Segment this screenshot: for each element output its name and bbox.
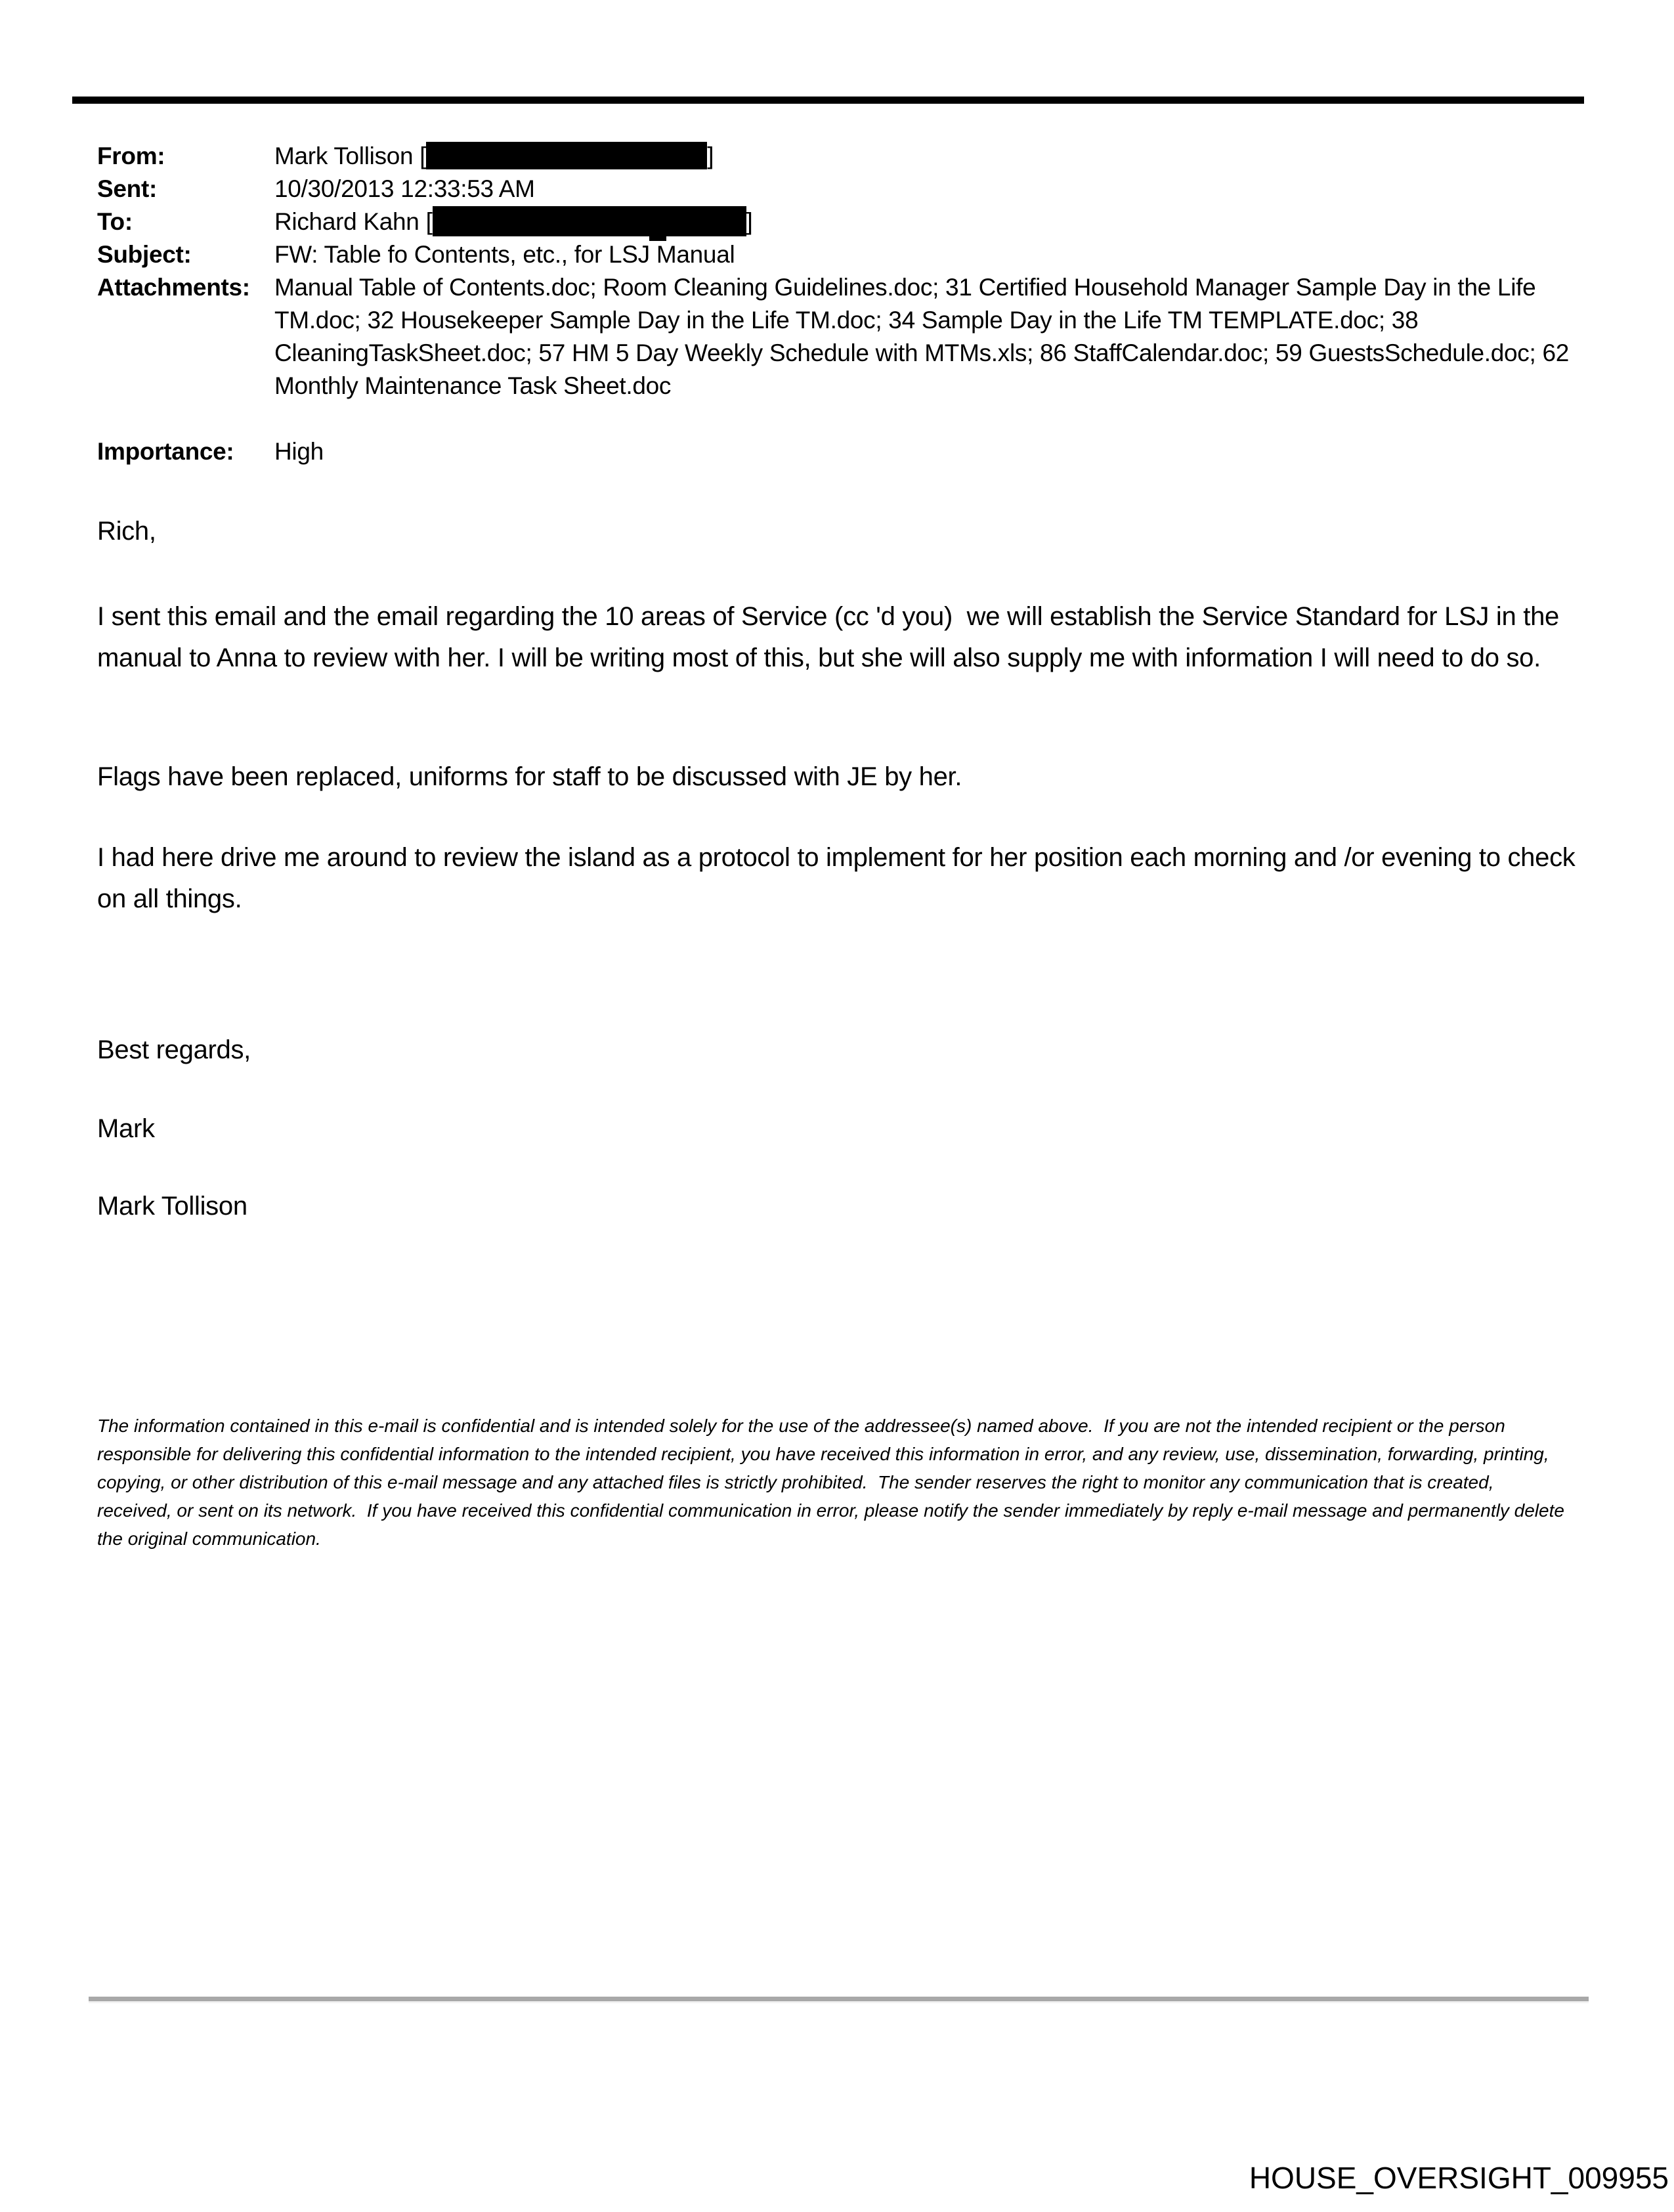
from-label: From: — [97, 142, 165, 169]
to-recipient-name: Richard Kahn [ — [274, 208, 433, 235]
sent-label: Sent: — [97, 175, 158, 202]
from-row — [97, 140, 1607, 173]
from-redaction-bar — [426, 142, 707, 169]
subject-label: Subject: — [97, 241, 192, 268]
importance-value: High — [274, 438, 324, 465]
signature-full-name: Mark Tollison — [97, 1192, 247, 1221]
email-header — [97, 140, 1607, 402]
header-divider-bar — [72, 97, 1584, 104]
importance-row — [97, 435, 1607, 468]
confidentiality-disclaimer: The information contained in this e-mail is confidential and is intended solely for the use of the addressee(s) named above. If you are not the intended recipient or the person responsible for delivering this confidential information to the intended recipient, you have received this information in error, and any review, use, dissemination, forwarding, printing, copying, or other distribution of this e-mail message and any attached files is strictly prohibited. The sender reserves the right to monitor any communication that is created, received, or sent on its network. If you have received this confidential communication in error, please notify the sender immediately by reply e-mail message and permanently delete the original communication. — [97, 1416, 1570, 1549]
attachments-value: Manual Table of Contents.doc; Room Cleaning Guidelines.doc; 31 Certified Household Manager Sample Day in the Life TM.doc; 32 Housekeeper Sample Day in the Life TM.doc; 34 Sample Day in the Life TM TEMPLATE.doc; 38 CleaningTaskSheet.doc; 57 HM 5 Day Weekly Schedule with MTMs.xls; 86 StaffCalendar.doc; 59 GuestsSchedule.doc; 62 Monthly Maintenance Task Sheet.doc — [274, 274, 1576, 399]
from-sender-name: Mark Tollison [ — [274, 142, 427, 169]
to-redaction-bar — [433, 206, 746, 236]
attachments-row — [97, 271, 1607, 402]
footer-divider-line — [89, 1997, 1589, 2003]
to-label: To: — [97, 208, 133, 235]
greeting-text: Rich, — [97, 517, 156, 546]
to-row — [97, 206, 1607, 238]
attachments-label: Attachments: — [97, 274, 250, 301]
importance-label: Importance: — [97, 438, 234, 465]
body-paragraph-3: I had here drive me around to review the island as a protocol to implement for her position each morning and /or evening to check on all things. — [97, 843, 1583, 913]
to-bracket-close: ] — [746, 208, 753, 235]
body-paragraph-1: I sent this email and the email regarding the 10 areas of Service (cc 'd you) we will establish the Service Standard for LSJ in the manual to Anna to review with her. I will be writing most of this, but she will also supply me with information I will need to do so. — [97, 602, 1566, 672]
sent-row — [97, 173, 1607, 206]
bates-number: HOUSE_OVERSIGHT_009955 — [1249, 2161, 1669, 2195]
closing-text: Best regards, — [97, 1035, 251, 1064]
body-paragraph-2: Flags have been replaced, uniforms for staff to be discussed with JE by her. — [97, 762, 962, 791]
to-value — [274, 206, 1607, 238]
sent-value: 10/30/2013 12:33:53 AM — [274, 175, 535, 202]
signature-first-name: Mark — [97, 1114, 155, 1143]
importance-section — [97, 435, 1607, 468]
from-bracket-close: ] — [707, 142, 714, 169]
subject-value: FW: Table fo Contents, etc., for LSJ Manual — [274, 241, 735, 268]
from-value — [274, 140, 1607, 173]
subject-row — [97, 238, 1607, 271]
